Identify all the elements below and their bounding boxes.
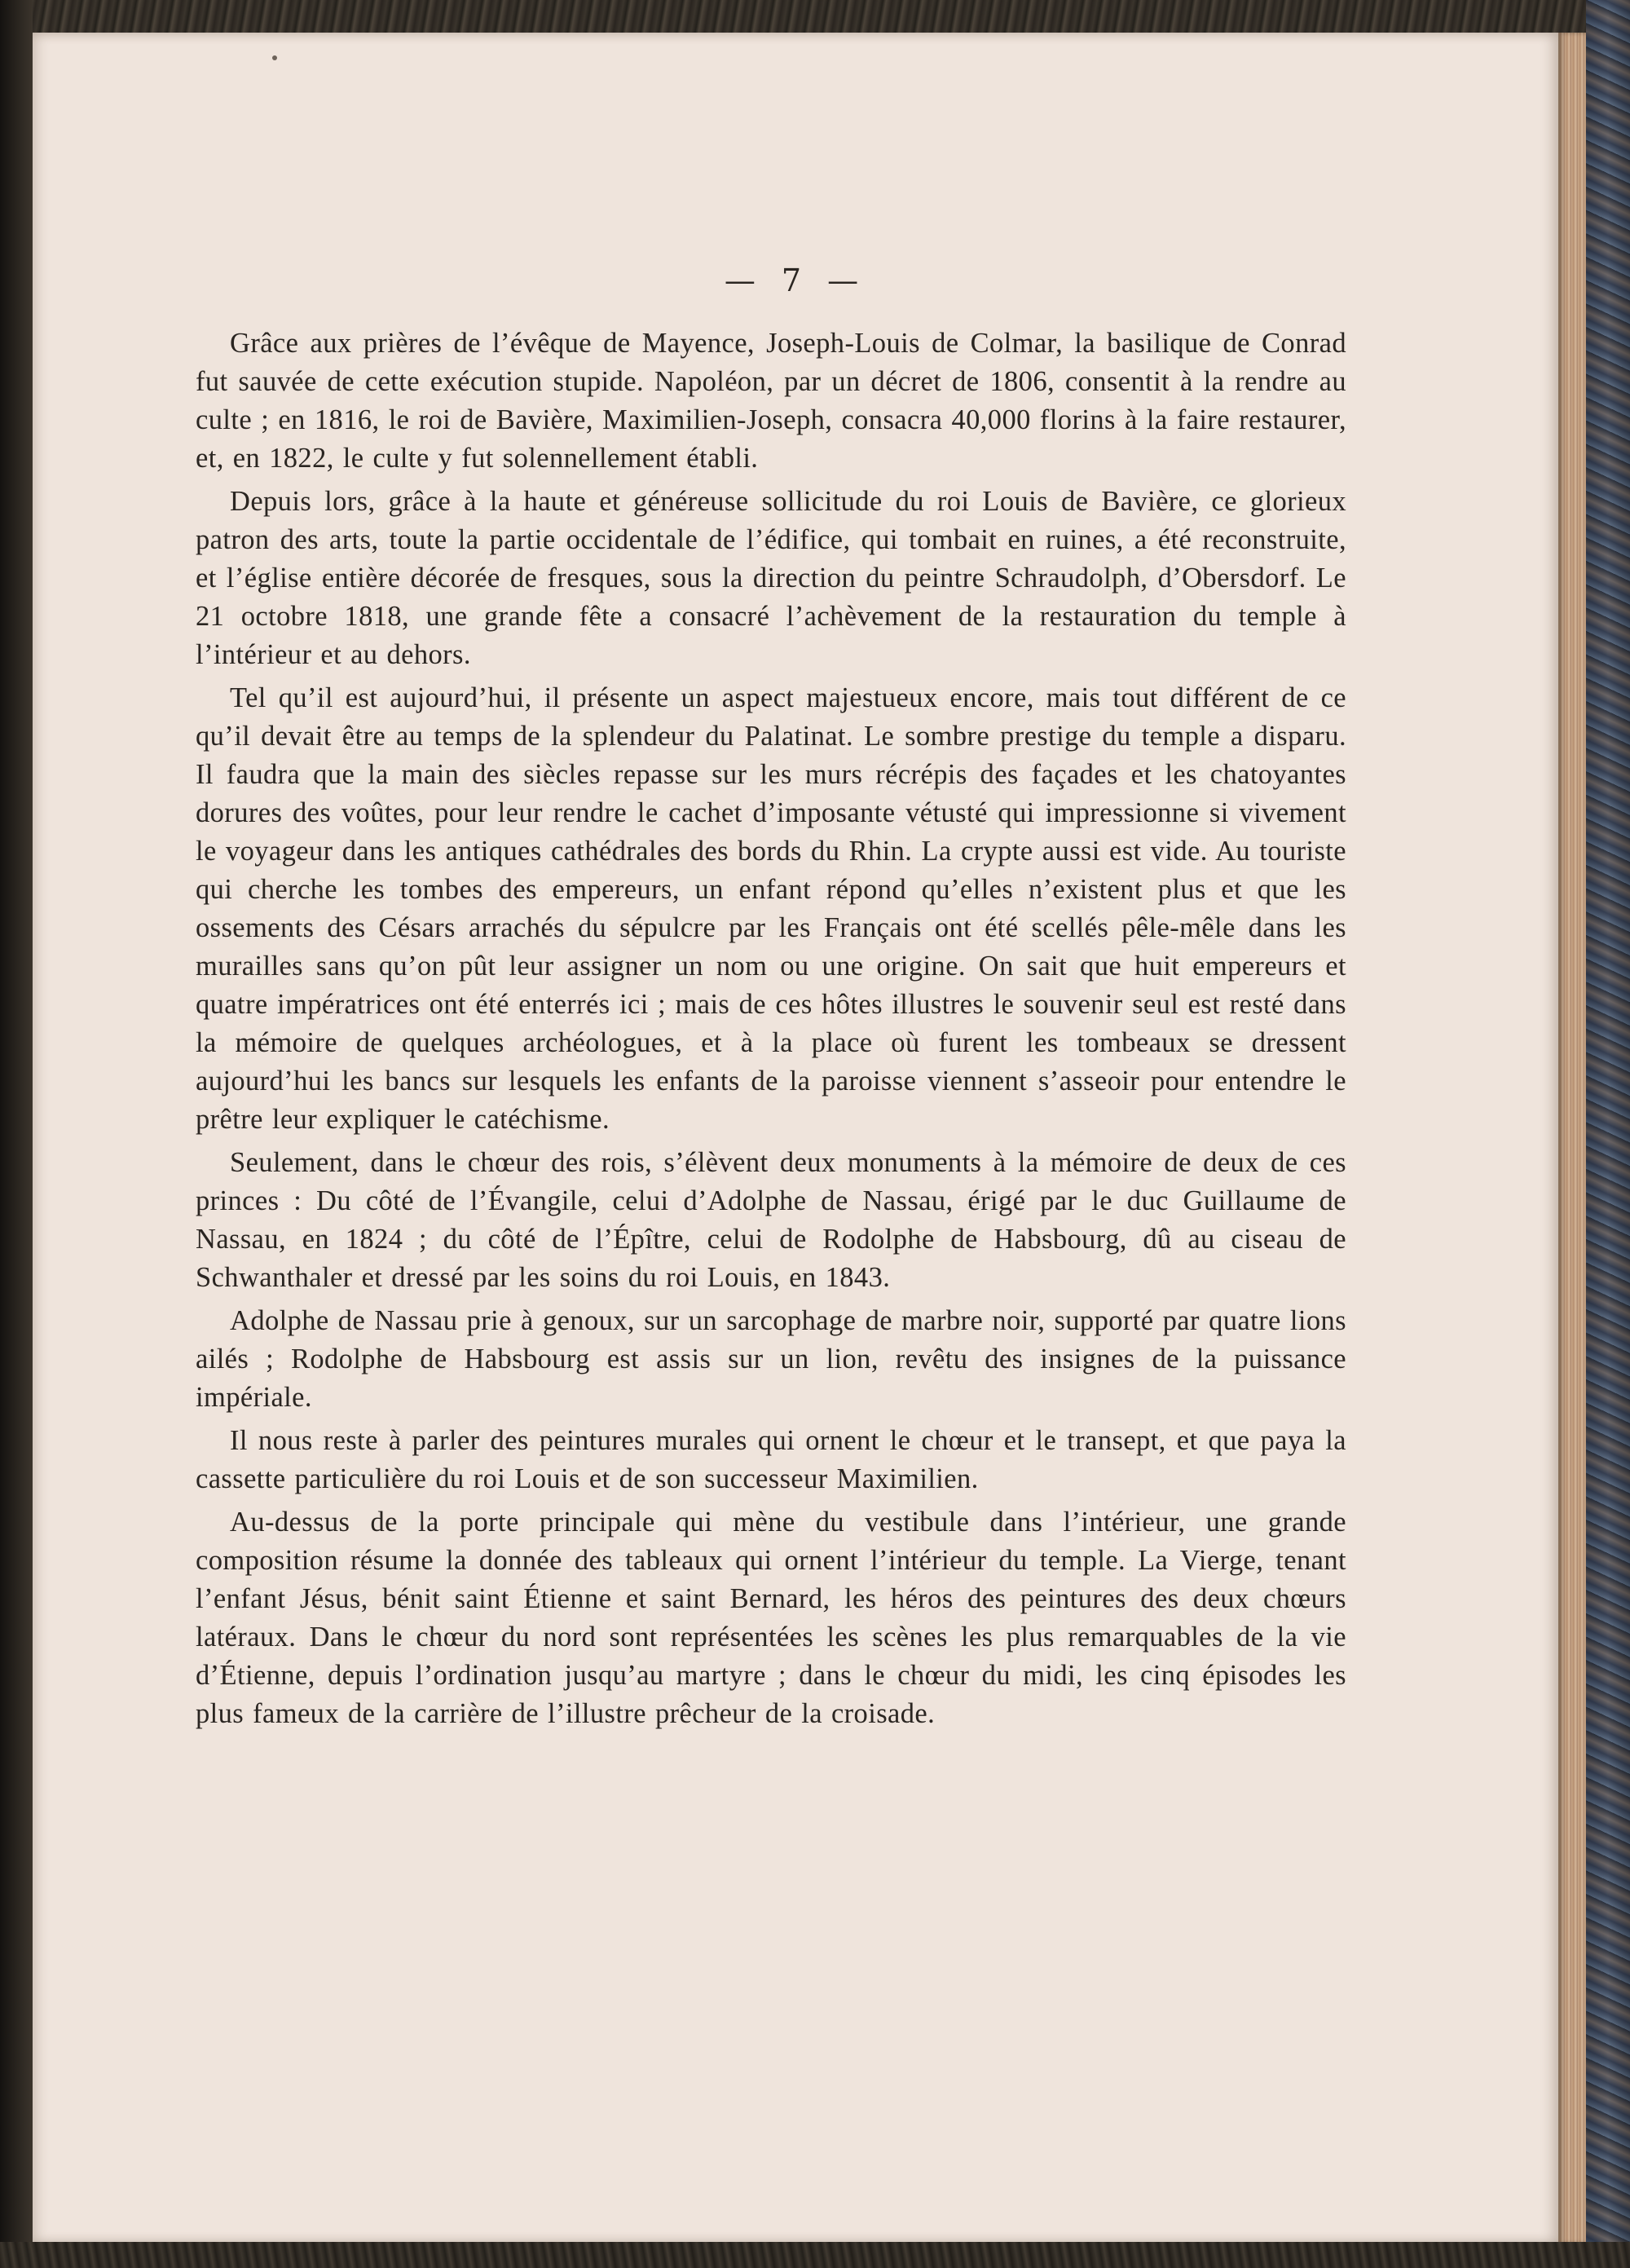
bottom-book-edge bbox=[0, 2242, 1630, 2268]
left-gutter-shadow bbox=[0, 0, 33, 2268]
top-book-edge bbox=[0, 0, 1630, 33]
paper-page bbox=[33, 33, 1558, 2244]
paragraph-1: Grâce aux prières de l’évêque de Mayence, Joseph-Louis de Colmar, la basilique de Conrad fut sauvée de cette exécution stupide. Napoléon, par un décret de 1806, consentit à la rendre au culte ; en 1816, le roi de Bavière, Maximilien-Joseph, consacra 40,000 florins à la faire restaurer, et, en 1822, le culte y fut solennellement établi. bbox=[196, 328, 1346, 474]
page-block-edge bbox=[1558, 33, 1586, 2244]
body-text bbox=[196, 324, 1346, 1738]
marbled-cover-edge bbox=[1586, 0, 1630, 2268]
paragraph-6: Il nous reste à parler des peintures murales qui ornent le chœur et le transept, et que paya la cassette particulière du roi Louis et de son successeur Maximilien. bbox=[196, 1425, 1346, 1494]
paragraph-4: Seulement, dans le chœur des rois, s’élèvent deux monuments à la mémoire de deux de ces princes : Du côté de l’Évangile, celui d’Adolphe de Nassau, érigé par le duc Guillaume de Nassau, en 1824 ; du côté de l’Épître, celui de Rodolphe de Habsbourg, dû au ciseau de Schwanthaler et dressé par les soins du roi Louis, en 1843. bbox=[196, 1147, 1346, 1293]
paragraph-5: Adolphe de Nassau prie à genoux, sur un sarcophage de marbre noir, supporté par quatre lions ailés ; Rodolphe de Habsbourg est assis sur un lion, revêtu des insignes de la puissance impériale. bbox=[196, 1305, 1346, 1413]
paragraph-3: Tel qu’il est aujourd’hui, il présente un aspect majestueux encore, mais tout différent de ce qu’il devait être au temps de la splendeur du Palatinat. Le sombre prestige du temple a disparu. Il faudra que la main des siècles repasse sur les murs récrépis des façades et les chatoyantes dorures des voûtes, pour leur rendre le cachet d’imposante vétusté qui impressionne si vivement le voyageur dans les antiques cathédrales des bords du Rhin. La crypte aussi est vide. Au touriste qui cherche les tombes des empereurs, un enfant répond qu’elles n’existent plus et que les ossements des Césars arrachés du sépulcre par les Français ont été scellés pêle-mêle dans les murailles sans qu’on pût leur assigner un nom ou une origine. On sait que huit empereurs et quatre impératrices ont été enterrés ici ; mais de ces hôtes illustres le souvenir seul est resté dans la mémoire de quelques archéologues, et à la place où furent les tombeaux se dressent aujourd’hui les bancs sur lesquels les enfants de la paroisse viennent s’asseoir pour entendre le prêtre leur expliquer le catéchisme. bbox=[196, 682, 1346, 1135]
paragraph-7: Au-dessus de la porte principale qui mène du vestibule dans l’intérieur, une grande composition résume la donnée des tableaux qui ornent l’intérieur du temple. La Vierge, tenant l’enfant Jésus, bénit saint Étienne et saint Bernard, les héros des peintures des deux chœurs latéraux. Dans le chœur du nord sont représentées les scènes les plus remarquables de la vie d’Étienne, depuis l’ordination jusqu’au martyre ; dans le chœur du midi, les cinq épisodes les plus fameux de la carrière de l’illustre prêcheur de la croisade. bbox=[196, 1507, 1346, 1729]
paragraph-2: Depuis lors, grâce à la haute et généreuse sollicitude du roi Louis de Bavière, ce glorieux patron des arts, toute la partie occidentale de l’édifice, qui tombait en ruines, a été reconstruite, et l’église entière décorée de fresques, sous la direction du peintre Schraudolph, d’Obersdorf. Le 21 octobre 1818, une grande fête a consacré l’achèvement de la restauration du temple à l’intérieur et au dehors. bbox=[196, 486, 1346, 670]
page-number: — 7 — bbox=[724, 263, 867, 298]
ink-speck bbox=[272, 55, 277, 60]
